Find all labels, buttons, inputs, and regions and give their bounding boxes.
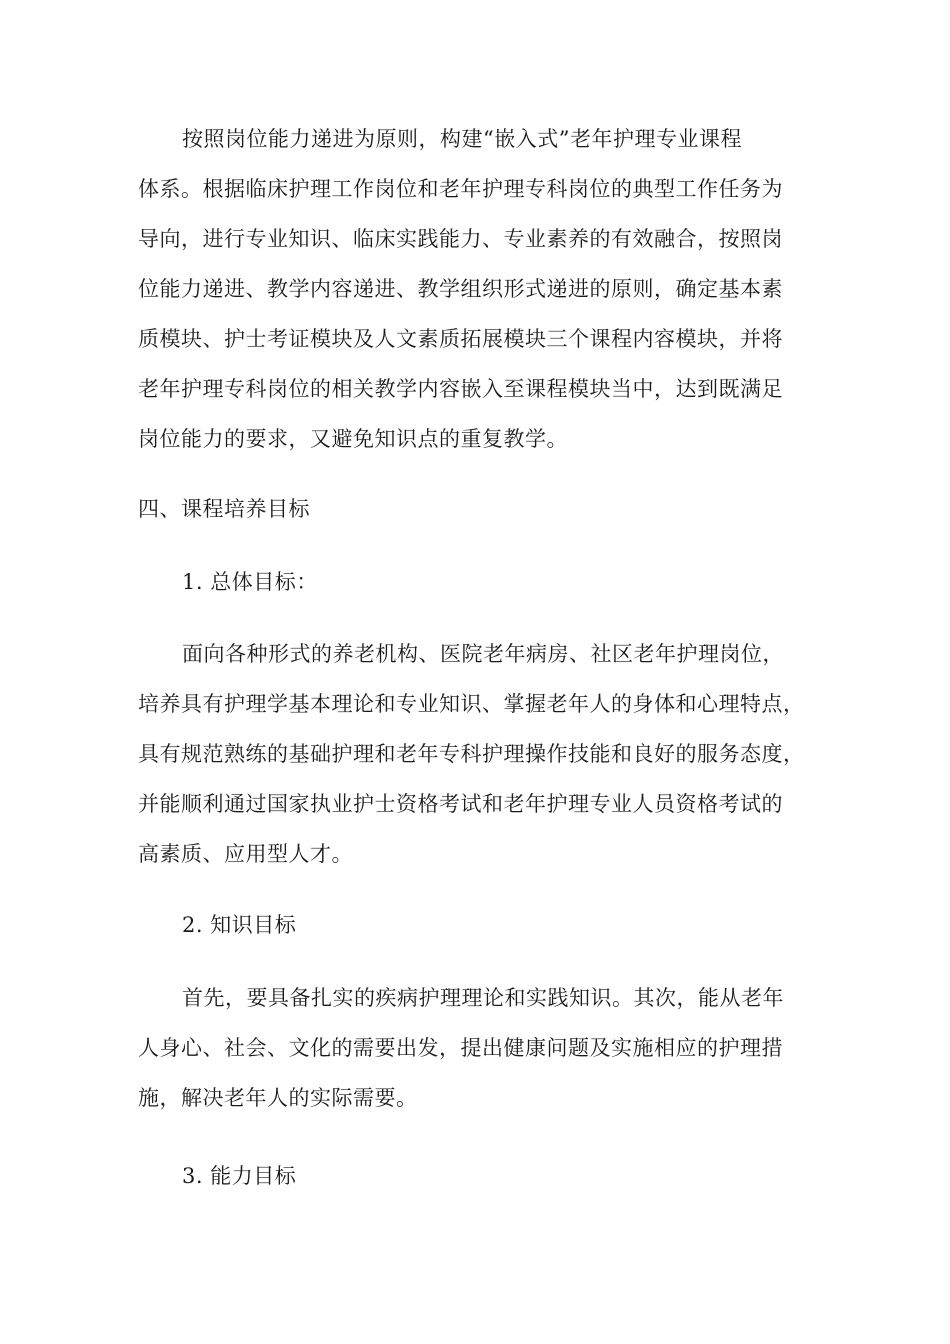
text-line: 具有规范熟练的基础护理和老年专科护理操作技能和良好的服务态度， <box>138 742 805 766</box>
text-line: 导向，进行专业知识、临床实践能力、专业素养的有效融合，按照岗 <box>138 227 783 251</box>
text-line: 老年护理专科岗位的相关教学内容嵌入至课程模块当中，达到既满足 <box>138 377 783 401</box>
text-line: 并能顺利通过国家执业护士资格考试和老年护理专业人员资格考试的 <box>138 792 783 816</box>
text-line: 培养具有护理学基本理论和专业知识、掌握老年人的身体和心理特点， <box>138 692 805 716</box>
paragraph-overall-goal <box>138 629 810 879</box>
text-line: 位能力递进、教学内容递进、教学组织形式递进的原则，确定基本素 <box>138 277 783 301</box>
text-line: 高素质、应用型人才。 <box>138 842 353 866</box>
paragraph-curriculum-system <box>138 114 810 464</box>
text-line: 首先，要具备扎实的疾病护理理论和实践知识。其次，能从老年 <box>182 986 784 1010</box>
subsection-heading-ability-goal: 3. 能力目标 <box>182 1164 297 1188</box>
section-heading: 四、课程培养目标 <box>138 497 310 521</box>
text-line: 按照岗位能力递进为原则，构建“嵌入式”老年护理专业课程 <box>182 127 742 151</box>
text-line: 质模块、护士考证模块及人文素质拓展模块三个课程内容模块，并将 <box>138 327 783 351</box>
subsection-heading-overall-goal: 1. 总体目标： <box>182 570 318 594</box>
subsection-heading-knowledge-goal: 2. 知识目标 <box>182 913 297 937</box>
paragraph-knowledge-goal <box>138 973 810 1123</box>
text-line: 面向各种形式的养老机构、医院老年病房、社区老年护理岗位， <box>182 642 784 666</box>
text-line: 人身心、社会、文化的需要出发，提出健康问题及实施相应的护理措 <box>138 1036 783 1060</box>
text-line: 施，解决老年人的实际需要。 <box>138 1086 418 1110</box>
text-line: 体系。根据临床护理工作岗位和老年护理专科岗位的典型工作任务为 <box>138 177 783 201</box>
text-line: 岗位能力的要求，又避免知识点的重复教学。 <box>138 427 568 451</box>
